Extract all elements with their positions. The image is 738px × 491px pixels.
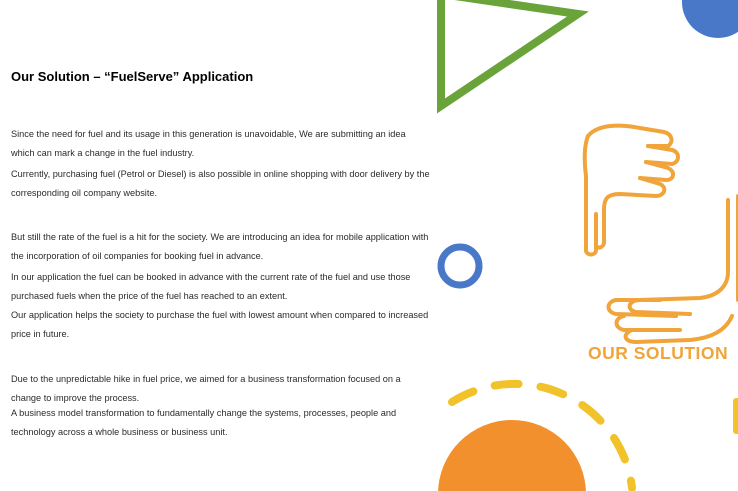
paragraph-5: Our application helps the society to purchase the fuel with lowest amount when compared to increased price in future.	[11, 310, 429, 339]
blue-ring-icon	[441, 247, 479, 285]
document-title: Our Solution – “FuelServe” Application	[11, 69, 254, 84]
yellow-edge-mark-icon	[733, 398, 738, 434]
paragraph-1: Since the need for fuel and its usage in this generation is unavoidable, We are submitting an idea which can mark a change in the fuel industry.	[11, 129, 406, 158]
framing-hands-icon	[585, 126, 738, 342]
paragraph-2: Currently, purchasing fuel (Petrol or Diesel) is also possible in online shopping with door delivery by the corresponding oil company website.	[11, 169, 430, 198]
paragraph-4: In our application the fuel can be booked in advance with the current rate of the fuel and use those purchased fuels when the price of the fuel has reached to an extent.	[11, 272, 411, 301]
paragraph-7: A business model transformation to fundamentally change the systems, processes, people and technology across a whole business or business unit.	[11, 408, 397, 437]
our-solution-label: OUR SOLUTION	[588, 343, 729, 363]
paragraph-3: But still the rate of the fuel is a hit for the society. We are introducing an idea for mobile application with the incorporation of oil companies for booking fuel in advance.	[11, 232, 429, 261]
blue-circle-icon	[682, 0, 738, 38]
green-triangle-icon	[441, 0, 578, 106]
orange-circle-icon	[438, 420, 586, 491]
paragraph-6: Due to the unpredictable hike in fuel price, we aimed for a business transformation focused on a change to improve the process.	[11, 374, 401, 403]
